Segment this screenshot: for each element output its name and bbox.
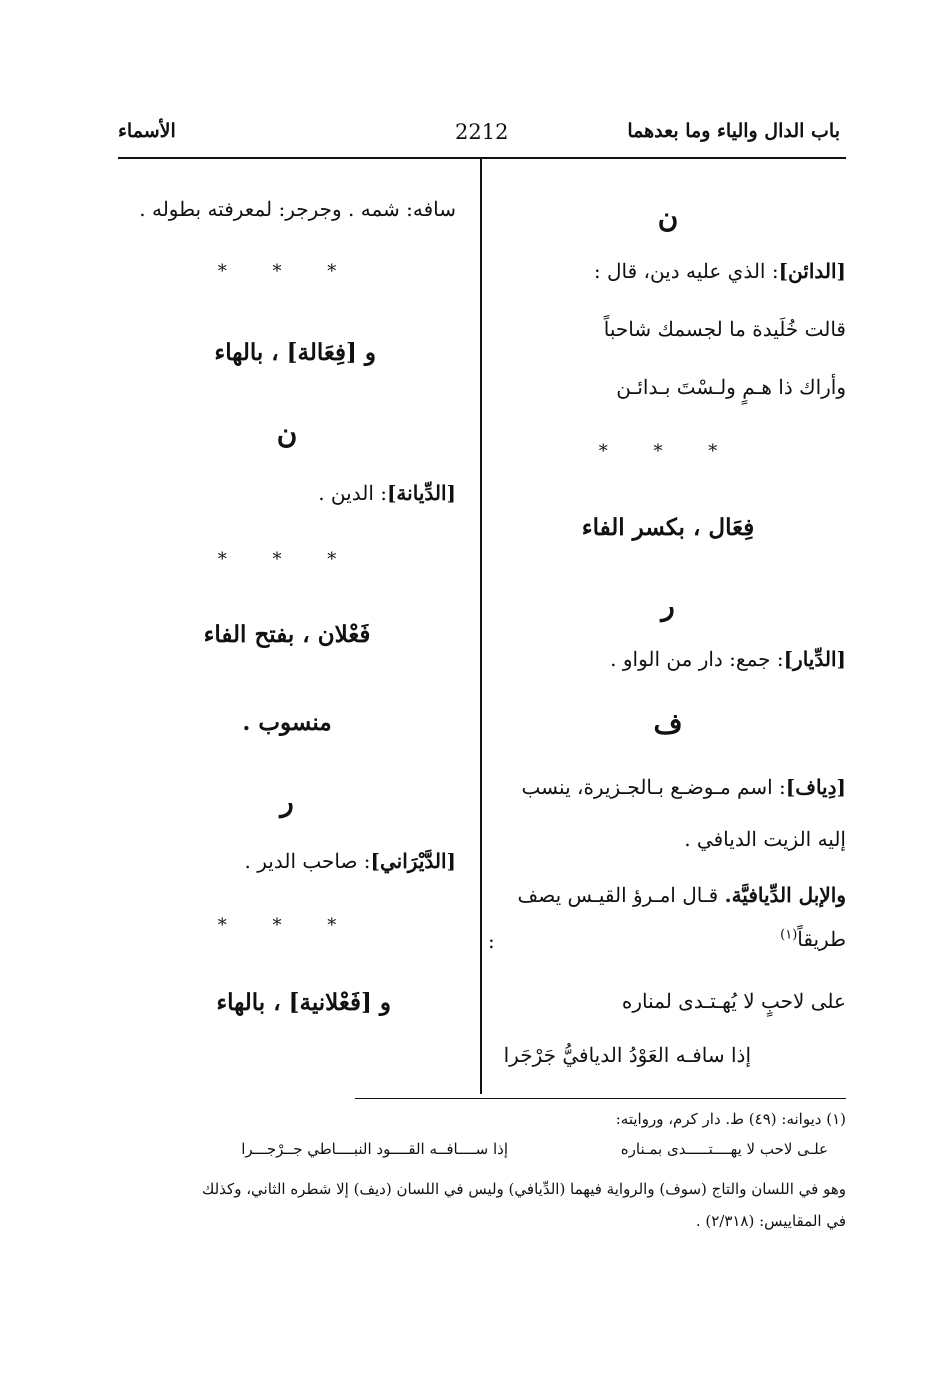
entry-diyana — [318, 481, 456, 505]
entry-continuation: إليه الزيت الديافي . — [684, 827, 846, 851]
entry-dayrani — [245, 849, 456, 873]
entry-term: [الدَّيْرَاني] — [370, 849, 456, 873]
footnote-rule — [355, 1098, 846, 1099]
header-rule — [118, 157, 846, 159]
verse-line: إذا سافـه العَوْدُ الديافيُّ جَرْجَرا — [503, 1043, 751, 1067]
separator-stars: * * * — [217, 549, 357, 570]
section-heading: و [فِعَالة] ، بالهاء — [214, 339, 376, 366]
entry-ibil — [518, 883, 846, 907]
entry-definition: : الدين . — [318, 481, 387, 505]
entry-term: [دِياف] — [785, 775, 846, 799]
footnote-verse-first: علـى لاحب لا يهــــتـــــدى بمـناره — [620, 1140, 828, 1158]
entry-definition: : صاحب الدير . — [244, 849, 371, 873]
entry-continuation — [780, 927, 846, 951]
entry-definition: قـال امـرؤ القيـس يصف — [517, 883, 719, 907]
page-number: 2212 — [455, 120, 509, 144]
entry-diyaf — [522, 775, 846, 799]
section-title: الأسماء — [118, 120, 176, 142]
footnote-line: وهو في اللسان والتاج (سوف) والرواية فيهما (الدِّيافي) وليس في اللسان (ديف) إلا شطره الثاني، وكذلك — [201, 1180, 846, 1198]
letter-heading-ra: ر — [280, 785, 294, 818]
section-subheading: منسوب . — [242, 709, 332, 736]
letter-heading-nun: ن — [276, 417, 298, 450]
entry-term: [الدِّيار] — [783, 647, 846, 671]
colon: : — [488, 929, 495, 953]
section-heading: و [فَعْلانية] ، بالهاء — [216, 989, 391, 1016]
entry-term: والإبل الدِّيافيَّة. — [724, 883, 846, 907]
entry-daain — [594, 259, 846, 283]
separator-stars: * * * — [217, 915, 357, 936]
entry-definition: : اسم مـوضـع بـالجـزيرة، ينسب — [521, 775, 786, 799]
chapter-title: باب الدال والياء وما بعدهما — [627, 120, 840, 142]
separator-stars: * * * — [598, 441, 738, 462]
section-heading: فَعْلان ، بفتح الفاء — [203, 621, 371, 648]
verse-line: على لاحبٍ لا يُهـتـدى لمناره — [621, 989, 846, 1013]
footnote-line: في المقاييس: (٢/٣١٨) . — [695, 1212, 846, 1230]
column-divider — [480, 159, 482, 1094]
letter-heading-fa: ف — [653, 707, 683, 740]
separator-stars: * * * — [217, 261, 357, 282]
letter-heading-nun: ن — [657, 201, 679, 234]
text-line: سافه: شمه . وجرجر: لمعرفته بطوله . — [139, 197, 456, 221]
entry-diyar — [610, 647, 846, 671]
entry-definition: طريقاً — [797, 927, 846, 951]
footnote-line: (١) ديوانه: (٤٩) ط. دار كرم، وروايته: — [615, 1110, 846, 1128]
footnote-ref[interactable]: (١) — [780, 927, 798, 943]
entry-definition: : جمع: دار من الواو . — [610, 647, 784, 671]
verse-line: قالت خُلَيدة ما لجسمك شاحباً — [603, 317, 846, 341]
verse-line: وأراك ذا هـمٍ ولـسْتَ بـدائـن — [616, 375, 846, 399]
footnote-verse-second: إذا ســــافــه القــــود النبــــاطي جــرْجـــرا — [241, 1140, 508, 1158]
entry-definition: : الذي عليه دين، قال : — [593, 259, 779, 283]
section-heading: فِعَال ، بكسر الفاء — [581, 514, 755, 541]
letter-heading-ra: ر — [661, 589, 675, 622]
entry-term: [الدائن] — [778, 259, 846, 283]
entry-term: [الدِّيانة] — [386, 481, 456, 505]
